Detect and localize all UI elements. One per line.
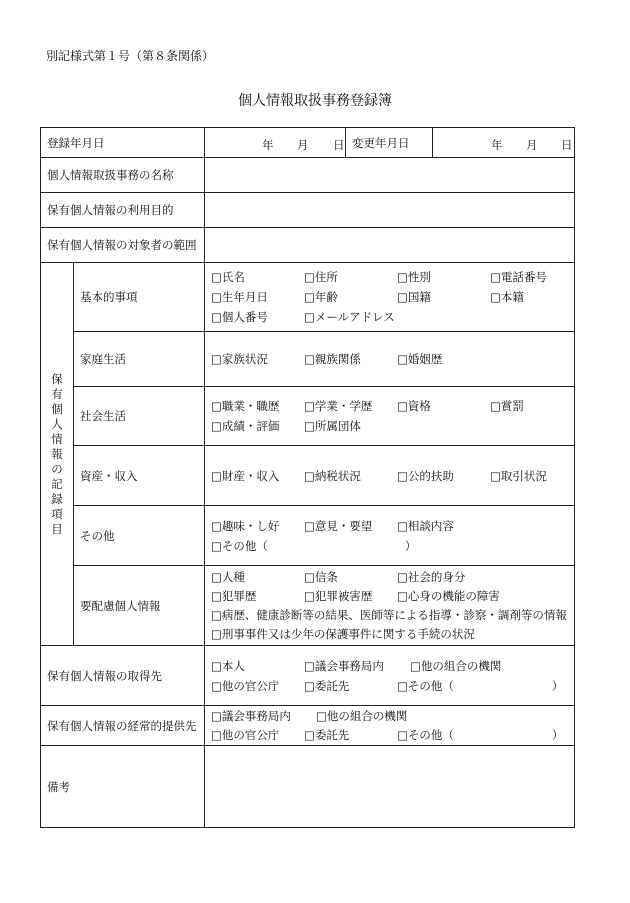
checkbox-name[interactable]: □氏名 bbox=[211, 270, 245, 284]
checkbox-crime-victim[interactable]: □犯罪被害歴 bbox=[304, 588, 373, 603]
checkbox-medical-history[interactable]: □病歴、健康診断等の結果、医師等による指導・診察・調剤等の情報 bbox=[211, 607, 567, 622]
registration-date-value[interactable] bbox=[205, 128, 346, 158]
sensitive-label: 要配慮個人情報 bbox=[74, 566, 205, 646]
source-other-close-paren: ） bbox=[551, 678, 564, 693]
checkbox-provision-other-agency[interactable]: □他の組合の機関 bbox=[316, 708, 408, 723]
social-label: 社会生活 bbox=[74, 387, 205, 446]
checkbox-age[interactable]: □年齢 bbox=[304, 290, 338, 304]
registration-date-label: 登録年月日 bbox=[41, 128, 205, 158]
checkbox-occupation[interactable]: □職業・職歴 bbox=[211, 399, 280, 413]
source-options bbox=[205, 646, 575, 706]
record-items-label: 保有個人情報の記録項目 bbox=[41, 263, 74, 646]
checkbox-rewards[interactable]: □賞罰 bbox=[490, 399, 524, 413]
purpose-row bbox=[41, 193, 575, 228]
document-title: 個人情報取扱事務登録簿 bbox=[238, 93, 392, 109]
checkbox-phone[interactable]: □電話番号 bbox=[490, 270, 547, 284]
checkbox-personal-number[interactable]: □個人番号 bbox=[211, 310, 268, 324]
checkbox-provision-secretariat[interactable]: □議会事務局内 bbox=[211, 708, 291, 723]
checkbox-source-other-agency[interactable]: □他の組合の機関 bbox=[410, 658, 502, 673]
checkbox-marital-history[interactable]: □婚姻歴 bbox=[397, 352, 443, 366]
purpose-label: 保有個人情報の利用目的 bbox=[41, 193, 205, 228]
checkbox-transactions[interactable]: □取引状況 bbox=[490, 468, 547, 483]
assets-row bbox=[41, 446, 575, 506]
family-options bbox=[205, 332, 575, 387]
checkbox-consultation[interactable]: □相談内容 bbox=[397, 518, 454, 533]
registration-year-unit: 年 bbox=[262, 138, 274, 152]
other-open-paren: □その他（ bbox=[211, 538, 268, 553]
provision-label: 保有個人情報の経常的提供先 bbox=[41, 706, 205, 746]
other-options bbox=[205, 506, 575, 566]
purpose-value[interactable] bbox=[205, 193, 575, 228]
checkbox-gender[interactable]: □性別 bbox=[397, 270, 431, 284]
affair-name-value[interactable] bbox=[205, 158, 575, 193]
other-label: その他 bbox=[74, 506, 205, 566]
checkbox-source-contractor[interactable]: □委託先 bbox=[304, 678, 350, 693]
checkbox-tax[interactable]: □納税状況 bbox=[304, 468, 361, 483]
family-row bbox=[41, 332, 575, 387]
change-year-unit: 年 bbox=[491, 138, 503, 152]
social-row bbox=[41, 387, 575, 446]
provision-other-close-paren: ） bbox=[551, 727, 564, 742]
other-row bbox=[41, 506, 575, 566]
checkbox-grades[interactable]: □成績・評価 bbox=[211, 419, 280, 433]
checkbox-public-assistance[interactable]: □公的扶助 bbox=[397, 468, 454, 483]
registration-table bbox=[40, 127, 575, 828]
social-options bbox=[205, 387, 575, 446]
form-number-note: 別記様式第１号（第８条関係） bbox=[46, 49, 215, 63]
checkbox-source-other[interactable] bbox=[397, 676, 580, 696]
checkbox-criminal-record[interactable]: □犯罪歴 bbox=[211, 588, 257, 603]
checkbox-source-government[interactable]: □他の官公庁 bbox=[211, 678, 280, 693]
change-date-value[interactable] bbox=[433, 128, 575, 158]
checkbox-other[interactable] bbox=[211, 536, 580, 556]
checkbox-relatives[interactable]: □親族関係 bbox=[304, 352, 361, 366]
basic-options bbox=[205, 263, 575, 332]
name-row bbox=[41, 158, 575, 193]
checkbox-property[interactable]: □財産・収入 bbox=[211, 468, 280, 483]
checkbox-race[interactable]: □人種 bbox=[211, 569, 245, 584]
provision-other-open-paren: □その他（ bbox=[397, 727, 454, 742]
registration-month-unit: 月 bbox=[297, 138, 309, 152]
scope-row bbox=[41, 228, 575, 263]
checkbox-education[interactable]: □学業・学歴 bbox=[304, 399, 373, 413]
provision-options bbox=[205, 706, 575, 746]
source-other-open-paren: □その他（ bbox=[397, 678, 454, 693]
checkbox-address[interactable]: □住所 bbox=[304, 270, 338, 284]
checkbox-source-secretariat[interactable]: □議会事務局内 bbox=[304, 658, 384, 673]
checkbox-qualification[interactable]: □資格 bbox=[397, 399, 431, 413]
checkbox-social-status[interactable]: □社会的身分 bbox=[397, 569, 466, 584]
date-row bbox=[41, 128, 575, 158]
sensitive-options bbox=[205, 566, 575, 646]
checkbox-hobbies[interactable]: □趣味・し好 bbox=[211, 518, 280, 533]
source-row bbox=[41, 646, 575, 706]
checkbox-disability[interactable]: □心身の機能の障害 bbox=[397, 588, 500, 603]
scope-value[interactable] bbox=[205, 228, 575, 263]
change-month-unit: 月 bbox=[526, 138, 538, 152]
checkbox-birthdate[interactable]: □生年月日 bbox=[211, 290, 268, 304]
source-label: 保有個人情報の取得先 bbox=[41, 646, 205, 706]
checkbox-email[interactable]: □メールアドレス bbox=[304, 310, 395, 324]
checkbox-criminal-procedure[interactable]: □刑事事件又は少年の保護事件に関する手続の状況 bbox=[211, 626, 475, 641]
checkbox-provision-contractor[interactable]: □委託先 bbox=[304, 727, 350, 742]
change-day-unit: 日 bbox=[561, 138, 573, 152]
checkbox-provision-government[interactable]: □他の官公庁 bbox=[211, 727, 280, 742]
assets-label: 資産・収入 bbox=[74, 446, 205, 506]
basic-row bbox=[41, 263, 575, 332]
checkbox-affiliation[interactable]: □所属団体 bbox=[304, 419, 361, 433]
scope-label: 保有個人情報の対象者の範囲 bbox=[41, 228, 205, 263]
checkbox-provision-other[interactable] bbox=[397, 726, 580, 745]
family-label: 家庭生活 bbox=[74, 332, 205, 387]
checkbox-source-self[interactable]: □本人 bbox=[211, 658, 245, 673]
registration-day-unit: 日 bbox=[333, 138, 345, 152]
affair-name-label: 個人情報取扱事務の名称 bbox=[41, 158, 205, 193]
checkbox-nationality[interactable]: □国籍 bbox=[397, 290, 431, 304]
remarks-value[interactable] bbox=[205, 746, 575, 828]
basic-label: 基本的事項 bbox=[74, 263, 205, 332]
other-close-paren: ） bbox=[404, 538, 417, 553]
remarks-row bbox=[41, 746, 575, 828]
checkbox-family-status[interactable]: □家族状況 bbox=[211, 352, 268, 366]
checkbox-opinions[interactable]: □意見・要望 bbox=[304, 518, 373, 533]
remarks-label: 備考 bbox=[41, 746, 205, 828]
provision-row bbox=[41, 706, 575, 746]
assets-options bbox=[205, 446, 575, 506]
sensitive-row bbox=[41, 566, 575, 646]
checkbox-domicile[interactable]: □本籍 bbox=[490, 290, 524, 304]
checkbox-creed[interactable]: □信条 bbox=[304, 569, 338, 584]
change-date-label: 変更年月日 bbox=[346, 128, 433, 158]
